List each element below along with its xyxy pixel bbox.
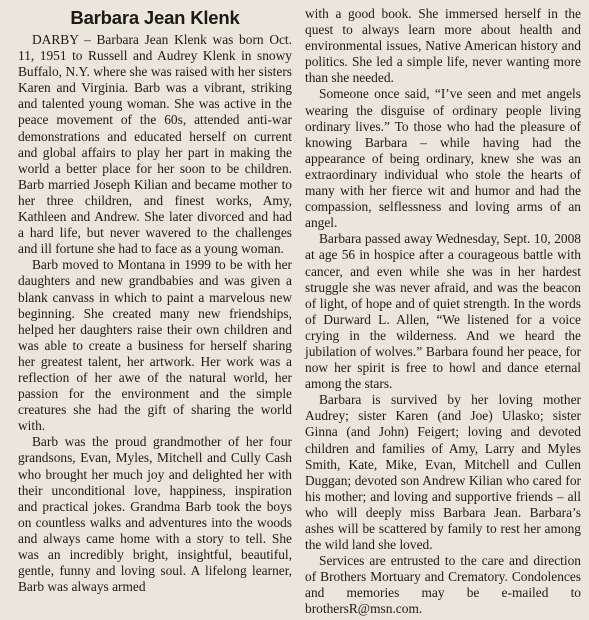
- right-column: [305, 6, 581, 618]
- obituary-columns: [18, 6, 581, 618]
- obituary-title: Barbara Jean Klenk: [70, 7, 240, 28]
- paragraph-survivors: Barbara is survived by her loving mother Audrey; sister Karen (and Joe) Ulasko; sister Ginna (and John) Feigert; loving and devoted children and families of Amy, Larry and Myles Smith, Kate, Mike, Evan, Mitchell and Cullen Duggan; devoted son Andrew Kilian who cared for his mother; and loving and supportive friends – all who will deeply miss Barbara Jean. Barbara’s ashes will be scattered by family to rest her among the wild land she loved.: [305, 392, 581, 553]
- paragraph-grandmother: Barb was the proud grandmother of her four grandsons, Evan, Myles, Mitchell and Cully Cash who brought her much joy and delighted her with their unconditional love, happiness, inspiration and practical jokes. Grandma Barb took the boys on countless walks and adventures into the woods and always came home with a story to tell. She was an incredibly bright, insightful, beautiful, gentle, funny and loving soul. A lifelong learner, Barb was always armed: [18, 434, 292, 595]
- left-column: [18, 6, 292, 618]
- paragraph-angels-quote: Someone once said, “I’ve seen and met angels wearing the disguise of ordinary people living ordinary lives.” To those who had the pleasure of knowing Barbara – while having had the appearance of being ordinary, knew she was an extraordinary individual who stole the hearts of many with her fierce wit and humor and had the compassion, selflessness and loving arms of an angel.: [305, 86, 581, 231]
- paragraph-birth-early-life: DARBY – Barbara Jean Klenk was born Oct. 11, 1951 to Russell and Audrey Klenk in snowy Buffalo, N.Y. where she was raised with her sisters Karen and Virginia. Barb was a vibrant, striking and talented young woman. She was active in the peace movement of the 60s, attended anti-war demonstrations and educated herself on current and global affairs to play her part in making the world a better place for her soon to be children. Barb married Joseph Kilian and became mother to her three children, and finest works, Amy, Kathleen and Andrew. She later divorced and had a hard life, but never wavered to the challenges and ill fortune she had to face as a young woman.: [18, 32, 292, 257]
- paragraph-montana-move: Barb moved to Montana in 1999 to be with her daughters and new grandbabies and was given a blank canvass in which to paint a marvelous new beginning. She created many new friendships, helped her daughters raise their own children and was able to create a business for herself sharing her greatest talent, her artwork. Her work was a reflection of her awe of the natural world, her passion for the environment and the simple creatures she had the gift of sharing the world with.: [18, 257, 292, 434]
- paragraph-continuation: with a good book. She immersed herself in the quest to always learn more about health and environmental issues, Native American history and politics. She led a simple life, never wanting more than she needed.: [305, 6, 581, 86]
- paragraph-passing: Barbara passed away Wednesday, Sept. 10, 2008 at age 56 in hospice after a courageous battle with cancer, and even while she was in her hardest struggle she was never afraid, and was the beacon of light, of hope and of quiet strength. In the words of Durward L. Allen, “We listened for a voice crying in the wilderness. And we heard the jubilation of wolves.” Barbara found her peace, for now her spirit is free to howl and dance eternal among the stars.: [305, 231, 581, 392]
- paragraph-services: Services are entrusted to the care and direction of Brothers Mortuary and Crematory. Condolences and memories may be e-mailed to brothersR@msn.com.: [305, 553, 581, 617]
